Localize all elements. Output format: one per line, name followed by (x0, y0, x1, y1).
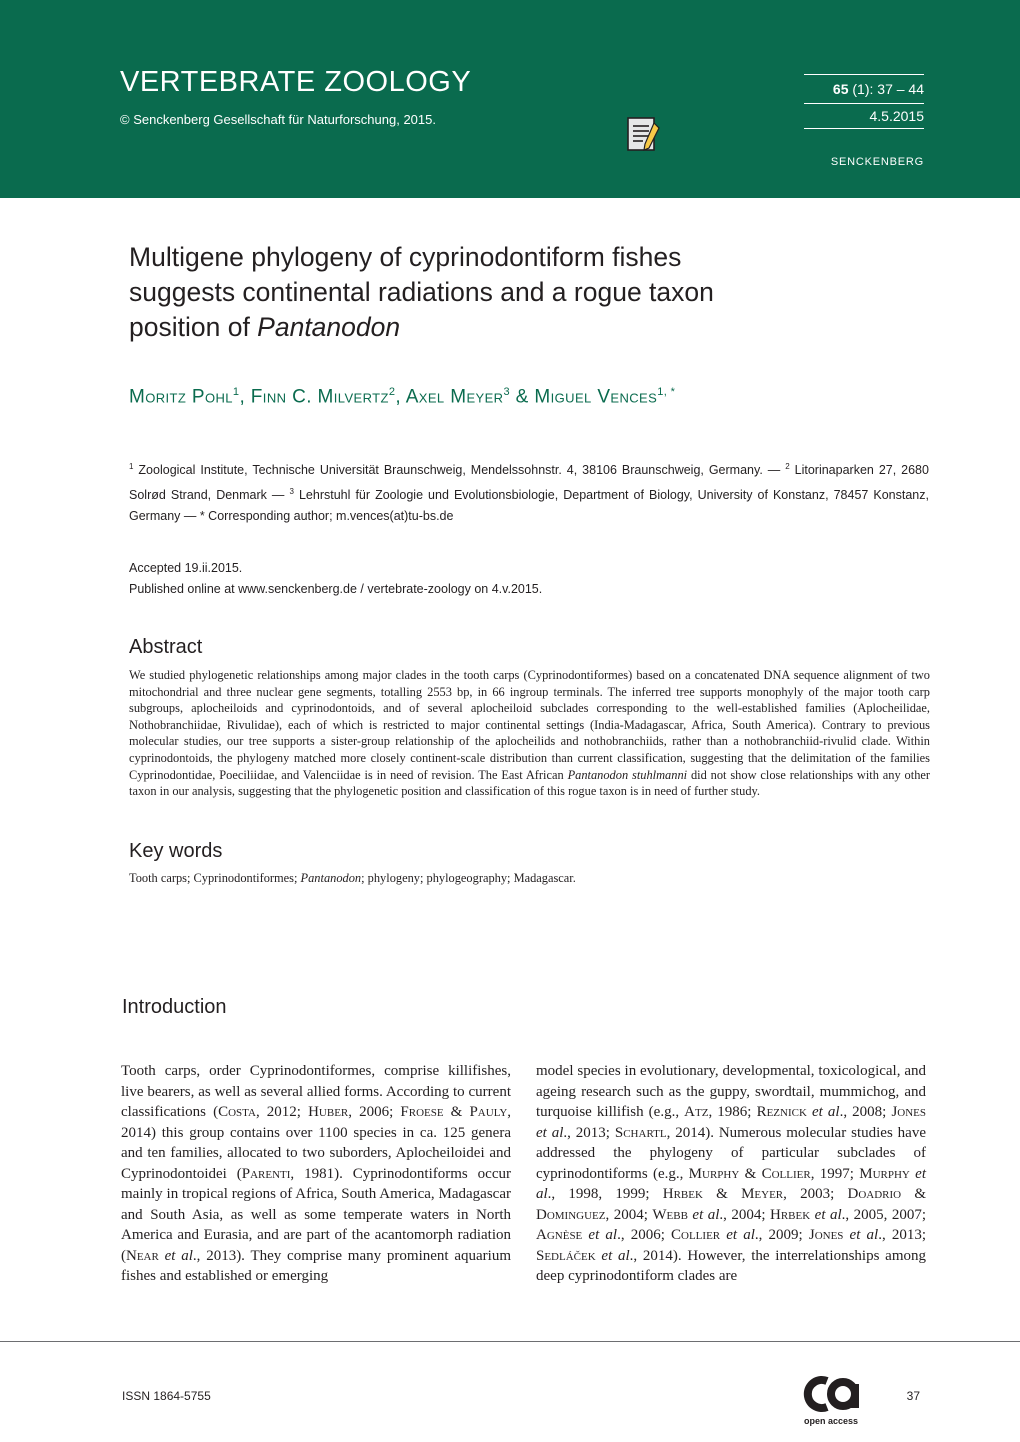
author-list (129, 386, 675, 408)
citation-author: Murphy (859, 1165, 910, 1182)
citation-author: Parenti (241, 1165, 291, 1182)
body-text: ., 2013; (878, 1227, 927, 1243)
issn-number: 1864-5755 (153, 1389, 211, 1403)
body-text: ., 1998, 1999; (547, 1186, 663, 1202)
citation-author: Atz (684, 1104, 709, 1120)
citation-author: Collier (671, 1227, 721, 1243)
title-line-2: suggests continental radiations and a rogue taxon (129, 277, 714, 307)
citation-author: Costa (218, 1104, 256, 1120)
citation-author: Collier (761, 1165, 811, 1182)
journal-banner (0, 0, 1020, 198)
body-text: & (901, 1186, 927, 1202)
citation-author: Schartl (614, 1124, 667, 1141)
citation-author: Webb (652, 1206, 688, 1223)
citation-author: Meyer (741, 1186, 784, 1202)
body-text: , 1997; (810, 1165, 860, 1182)
et-al: et al (536, 1165, 927, 1202)
keywords-taxon: Pantanodon (300, 871, 362, 885)
affiliation-mark: 2 (785, 462, 790, 471)
paper-title (129, 240, 909, 345)
citation-author: Hrbek (662, 1186, 703, 1202)
author-separator: , (395, 386, 406, 408)
body-text: , 2014). Numerous molecular studies have addressed the phylogeny of particular subclades of cyprinodontiforms (e.g., (536, 1124, 926, 1182)
publication-date: 4.5.2015 (804, 104, 924, 129)
title-line-1: Multigene phylogeny of cyprinodontiform fishes (129, 242, 682, 272)
issn-label: ISSN (122, 1389, 151, 1403)
copyright-notice: © Senckenberg Gesellschaft für Naturforschung, 2015. (120, 112, 436, 127)
citation-author: Froese (400, 1104, 444, 1120)
citation-author: Murphy (688, 1165, 740, 1182)
author-name: Miguel Vences (534, 386, 658, 408)
body-text: ., 2006; (617, 1227, 672, 1243)
affiliation-3: Lehrstuhl für Zoologie und Evolutionsbiologie, Department of Biology, University of Konstanz, 78457 Konstanz, Germany — * Corresponding author; m.vences(at)tu-bs.de (129, 488, 929, 524)
citation-author: Agnèse (536, 1227, 583, 1243)
body-text: ., 2009; (754, 1227, 809, 1243)
citation-author: Dominguez (536, 1206, 606, 1223)
introduction-heading: Introduction (122, 996, 227, 1018)
author-affiliation-mark: 3 (503, 386, 510, 398)
publisher-name: SENCKENBERG (830, 156, 924, 168)
keywords-part: Tooth carps; Cyprinodontiformes; (129, 871, 301, 885)
issue-pages: (1): 37 – 44 (848, 81, 924, 97)
footer-divider (0, 1341, 1020, 1342)
open-access-logo (800, 1369, 862, 1427)
body-text: , 2014) this group contains over 1100 species in ca. 125 genera and ten families, allocated to two suborders, Aplocheiloidei and Cyprinodontoidei ( (121, 1104, 512, 1182)
body-text: ., 2013). They comprise many prominent aquarium fishes and established or emerging (121, 1247, 511, 1284)
author-affiliation-mark: 2 (388, 386, 396, 398)
citation-author: Near (126, 1247, 159, 1264)
et-al: et al (806, 1104, 840, 1120)
affiliation-mark: 3 (289, 487, 294, 497)
citation-author: Hrbek (770, 1206, 811, 1223)
accepted-date: Accepted 19.ii.2015. (129, 561, 243, 575)
affiliations (129, 456, 929, 527)
body-text: , 1981). Cyprinodontiforms occur mainly in tropical regions of Africa, South America, Madagascar and South Asia, as well as some temperate waters in North America and Eurasia, and are part of the acantomorph radiation ( (121, 1165, 511, 1264)
citation-author: Pauly (469, 1104, 508, 1120)
keywords-part: ; phylogeny; phylogeography; Madagascar. (361, 871, 576, 885)
author-name: Axel Meyer (405, 386, 504, 408)
title-line-3: position of (129, 312, 258, 342)
publication-dates (129, 558, 542, 600)
body-text: , 2006; (348, 1104, 401, 1120)
body-text: model species in evolutionary, developmental, toxicological, and ageing research such as the guppy, swordtail, mummichog, and turquoise killifish (e.g., (536, 1063, 926, 1120)
author-separator: , (239, 386, 251, 408)
citation-author: Jones (891, 1104, 927, 1120)
author-name: Moritz Pohl (129, 386, 233, 408)
affiliation-mark: 1 (129, 462, 134, 471)
abstract-text-part: did not show close relationships with any other taxon in our analysis, suggesting that the phylogenetic position and classification of this rogue taxon is in need of further study. (129, 767, 931, 799)
body-text: & (739, 1165, 762, 1182)
et-al: et al (810, 1206, 842, 1223)
et-al: et al (582, 1227, 618, 1243)
open-access-label: open access (803, 1416, 859, 1426)
keywords-heading: Key words (129, 840, 223, 862)
body-text: & (443, 1104, 470, 1120)
author-affiliation-mark: 1, * (657, 386, 676, 398)
title-taxon: Pantanodon (257, 312, 401, 342)
et-al: et al (687, 1206, 720, 1223)
body-text: ., 2013; (563, 1124, 615, 1141)
citation-author: Reznick (756, 1104, 807, 1120)
body-text: , 2012; (255, 1104, 309, 1120)
body-text: , 1986; (708, 1104, 757, 1120)
et-al: et al (536, 1124, 564, 1141)
volume-info (804, 74, 924, 129)
page-number: 37 (906, 1389, 920, 1403)
citation-author: Jones (808, 1227, 844, 1243)
issn (122, 1389, 211, 1403)
body-text: , 2004; (605, 1206, 653, 1223)
body-text: Tooth carps, order Cyprinodontiformes, comprise killifishes, live bearers, as well as several allied forms. According to current classifications ( (121, 1063, 511, 1120)
abstract-heading: Abstract (129, 636, 203, 658)
author-name: Finn C. Milvertz (250, 386, 389, 408)
introduction-column-left (121, 1061, 511, 1287)
citation-author: Sedláček (536, 1247, 596, 1264)
keywords-text (129, 871, 929, 886)
abstract-taxon: Pantanodon stuhlmanni (567, 767, 688, 782)
affiliation-1: Zoological Institute, Technische Universität Braunschweig, Mendelssohnstr. 4, 38106 Braunschweig, Germany. — (138, 463, 781, 478)
abstract-text (129, 667, 930, 800)
introduction-column-right (536, 1061, 926, 1287)
author-separator: & (509, 386, 535, 408)
body-text: ., 2004; (719, 1206, 771, 1223)
author-affiliation-mark: 1 (232, 386, 240, 398)
et-al: et al (720, 1227, 755, 1243)
body-text: , 2003; (783, 1186, 848, 1202)
volume-number: 65 (832, 81, 849, 97)
et-al: et al (843, 1227, 879, 1243)
published-online: Published online at www.senckenberg.de / vertebrate-zoology on 4.v.2015. (129, 582, 543, 596)
journal-title: VERTEBRATE ZOOLOGY (120, 66, 472, 98)
body-text: ., 2008; (839, 1104, 892, 1120)
citation-author: Doadrio (847, 1186, 902, 1202)
abstract-text-part: We studied phylogenetic relationships among major clades in the tooth carps (Cyprinodontiformes) based on a concatenated DNA sequence alignment of two mitochondrial and three nuclear gene segments, totalling 2553 bp, in 66 ingroup terminals. The inferred tree supports monophyly of the major tooth carp subgroups, aplocheiloids and cyprinodontoids, and of several aplocheiloid subclades corresponding to the well-established families (Aplocheilidae, Nothobranchiidae, Rivulidae), each of which is restricted to major continental settings (India-Madagascar, Africa, South America). Contrary to previous molecular studies, our tree supports a sister-group relationship of the aplocheilids and nothobranchiids, rather than a nothobranchiid-rivulid clade. Within cyprinodontoids, the phylogeny matched more closely continent-scale distribution than current classification, suggesting that the delimitation of the families Cyprinodontidae, Poeciliidae, and Valenciidae is in need of revision. The East African (129, 668, 930, 782)
body-text: ., 2014). However, the interrelationships among deep cyprinodontiform clades are (536, 1247, 926, 1284)
body-text: ., 2005, 2007; (841, 1206, 927, 1223)
citation-author: Huber (308, 1104, 349, 1120)
body-text: & (702, 1186, 742, 1202)
document-pencil-icon (627, 117, 661, 153)
et-al: et al (595, 1247, 630, 1264)
et-al: et al (158, 1247, 193, 1264)
affiliation-2: Litorinaparken 27, 2680 Solrød Strand, Denmark — (129, 463, 929, 503)
